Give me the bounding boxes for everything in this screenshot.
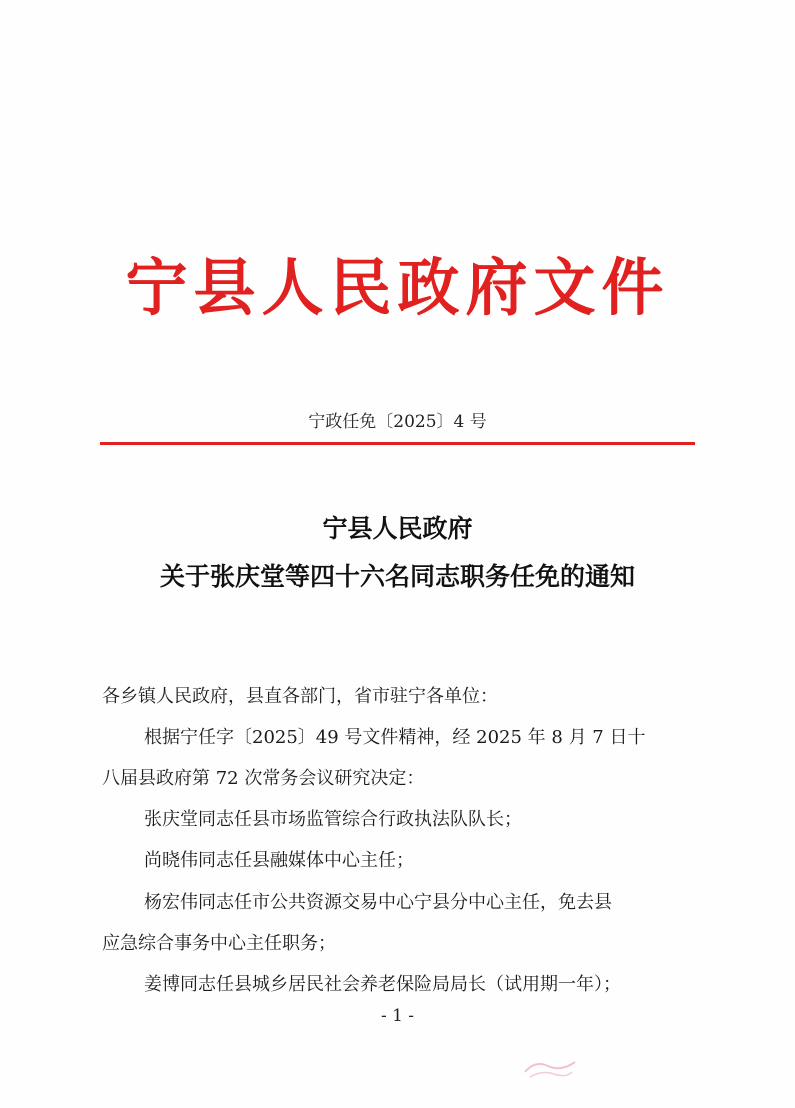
document-number: 宁政任免〔2025〕4 号 [308, 412, 487, 432]
addressee: 各乡镇人民政府，县直各部门，省市驻宁各单位： [102, 686, 498, 707]
paragraph-line: 姜博同志任县城乡居民社会养老保险局局长（试用期一年）； [144, 974, 621, 995]
notice-title-line1: 宁县人民政府 [322, 514, 473, 543]
notice-title-line2: 关于张庆堂等四十六名同志职务任免的通知 [159, 562, 635, 591]
paragraph-line: 根据宁任字〔2025〕49 号文件精神，经 2025 年 8 月 7 日十 [144, 727, 646, 748]
masthead-title: 宁县人民政府文件 [125, 251, 670, 324]
page-number: - 1 - [380, 1006, 415, 1026]
paragraph-line: 八届县政府第 72 次常务会议研究决定： [102, 768, 425, 789]
paragraph-line: 张庆堂同志任县市场监管综合行政执法队队长； [144, 809, 522, 830]
red-divider-rule [100, 442, 695, 445]
paragraph-line: 杨宏伟同志任市公共资源交易中心宁县分中心主任，免去县 [144, 892, 612, 913]
paragraph-line: 应急综合事务中心主任职务； [102, 933, 336, 954]
paragraph-line: 尚晓伟同志任县融媒体中心主任； [144, 850, 414, 871]
seal-fragment-mark [520, 1052, 580, 1082]
